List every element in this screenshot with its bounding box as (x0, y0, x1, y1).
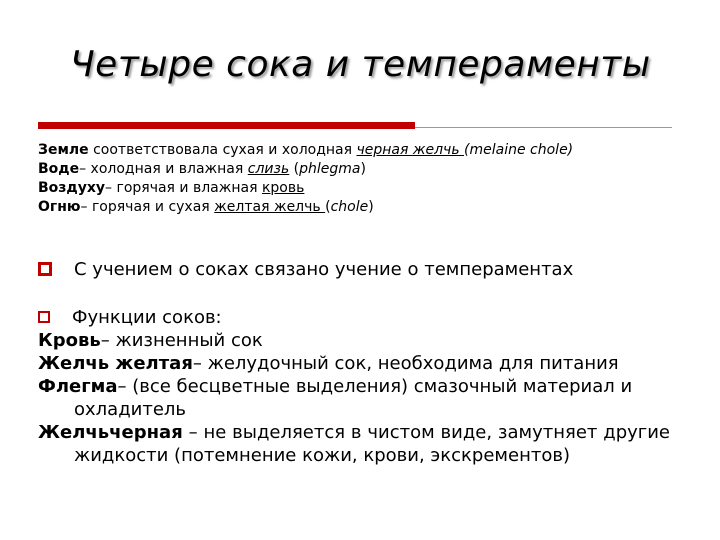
function-term: Флегма (38, 376, 118, 397)
element-term: Воде (38, 161, 80, 177)
latin-name: phlegma (299, 161, 361, 177)
humor-name: черная желчь (356, 142, 465, 158)
functions-list (38, 306, 670, 467)
function-item: Флегма– (все бесцветные выделения) смазочный материал и охладитель (38, 376, 633, 420)
latin-name: (melaine chole) (464, 142, 574, 158)
element-term: Земле (38, 142, 89, 158)
square-bullet-icon (38, 262, 52, 276)
element-water: Воде– холодная и влажная слизь (phlegma) (38, 161, 366, 177)
function-term: Кровь (38, 330, 101, 351)
function-item: Желчьчерная – не выделяется в чистом виде, замутняет другие жидкости (потемнение кожи, крови, экскрементов) (38, 422, 670, 466)
humor-name: кровь (261, 180, 305, 196)
element-earth: Земле соответствовала сухая и холодная черная желчь (melaine chole) (38, 142, 574, 158)
function-item: Кровь– жизненный сок (38, 330, 263, 351)
latin-name: chole (330, 199, 369, 215)
function-term: Желчьчерная (38, 422, 183, 443)
title-accent-bar (38, 122, 415, 129)
hollow-square-bullet-icon (38, 311, 50, 323)
humor-name: слизь (247, 161, 290, 177)
temperaments-bullet (38, 258, 678, 282)
function-item: Желчь желтая– желудочный сок, необходима для питания (38, 353, 619, 374)
element-fire: Огню– горячая и сухая желтая желчь (chole) (38, 199, 374, 215)
element-term: Огню (38, 199, 81, 215)
element-term: Воздуху (38, 180, 106, 196)
elements-list (38, 141, 670, 217)
slide-title: Четыре сока и темпераменты (70, 44, 651, 85)
bullet-text: С учением о соках связано учение о темпераментах (74, 259, 574, 280)
element-air: Воздуху– горячая и влажная кровь (38, 180, 305, 196)
humor-name: желтая желчь (214, 199, 326, 215)
functions-heading: Функции соков: (38, 306, 670, 329)
function-term: Желчь желтая (38, 353, 193, 374)
